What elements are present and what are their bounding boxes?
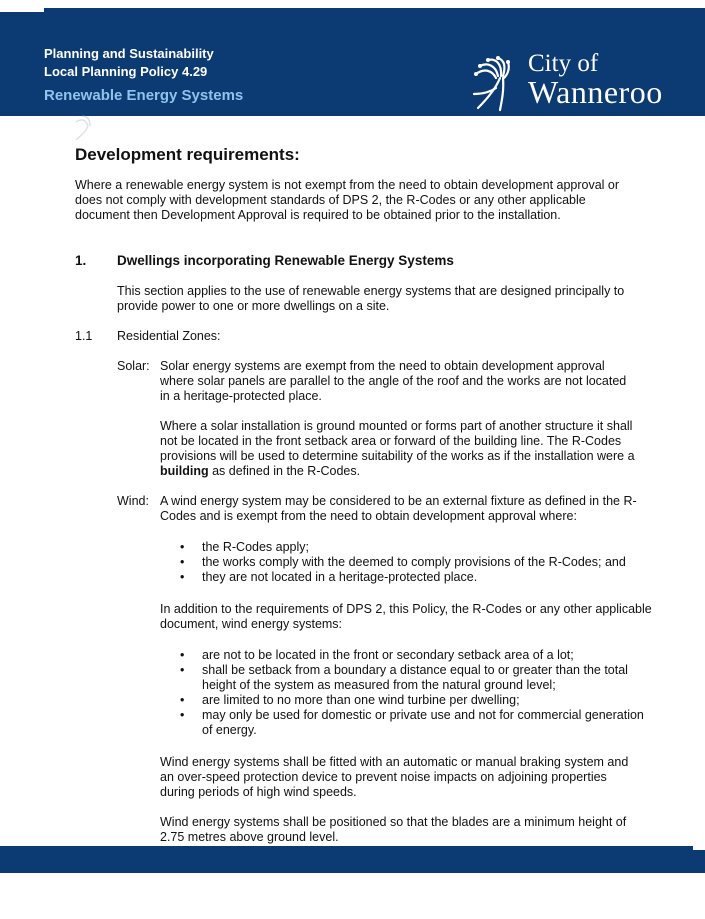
solar-line-last	[160, 464, 660, 479]
logo-city-of: City of	[528, 50, 599, 77]
section-intro-line: provide power to one or more dwellings on a site.	[117, 299, 390, 313]
list-item	[160, 693, 670, 708]
exemption-list	[160, 540, 670, 585]
list-line: • are limited to no more than one wind turbine per dwelling;	[202, 693, 520, 707]
wind-label: Wind:	[117, 494, 149, 508]
list-line: • are not to be located in the front or secondary setback area of a lot;	[202, 648, 574, 662]
wind-line: document, wind energy systems:	[160, 617, 343, 631]
header-notch	[0, 8, 44, 12]
solar-line: in a heritage-protected place.	[160, 389, 322, 403]
city-logo	[470, 50, 680, 114]
solar-line: Solar energy systems are exempt from the need to obtain development approval	[160, 359, 605, 373]
solar-label: Solar:	[117, 359, 150, 373]
solar-line: not be located in the front setback area or forward of the building line. The R-Codes	[160, 434, 622, 448]
list-item: • the works comply with the deemed to comply provisions of the R-Codes; and	[160, 555, 670, 570]
solar-tail: as defined in the R-Codes.	[208, 464, 361, 478]
solar-line: provisions will be used to determine suitability of the works as if the installation were a	[160, 449, 635, 463]
wind-line: during periods of high wind speeds.	[160, 785, 357, 799]
list-line: • shall be setback from a boundary a distance equal to or greater than the total	[202, 663, 628, 677]
watermark-paw-icon	[72, 112, 102, 142]
section-intro-line: This section applies to the use of renewable energy systems that are designed principally to	[117, 284, 625, 298]
intro-line: document then Development Approval is required to be obtained prior to the installation.	[75, 208, 561, 222]
footer-notch	[693, 846, 705, 850]
wind-line: A wind energy system may be considered to be an external fixture as defined in the R-	[160, 494, 637, 508]
wind-line: In addition to the requirements of DPS 2, this Policy, the R-Codes or any other applicable	[160, 602, 652, 616]
list-line: • may only be used for domestic or private use and not for commercial generation	[202, 708, 644, 722]
subsection-title: Residential Zones:	[117, 329, 221, 343]
page-footer-bar	[0, 846, 705, 873]
list-item	[160, 663, 670, 693]
wind-line: Wind energy systems shall be fitted with an automatic or manual braking system and	[160, 755, 629, 769]
wind-paragraph-1	[160, 494, 670, 524]
wind-line: Wind energy systems shall be positioned so that the blades are a minimum height of	[160, 815, 627, 829]
wind-line: 2.75 metres above ground level.	[160, 830, 339, 844]
wind-line: an over-speed protection device to prevent noise impacts on adjoining properties	[160, 770, 607, 784]
logo-wanneroo: Wanneroo	[528, 74, 663, 110]
section-intro	[117, 284, 657, 314]
faint-logo-watermark	[72, 112, 182, 142]
wind-line: Codes and is exempt from the need to obtain development approval where:	[160, 509, 577, 523]
page-heading: Development requirements:	[75, 145, 300, 164]
solar-paragraph-2	[160, 419, 660, 479]
list-item: • the R-Codes apply;	[160, 540, 670, 555]
intro-line: does not comply with development standards of DPS 2, the R-Codes or any other applicable	[75, 193, 586, 207]
wind-paragraph-4	[160, 815, 670, 845]
page-header	[0, 8, 705, 116]
wind-paragraph-3	[160, 755, 670, 800]
solar-line: where solar panels are parallel to the angle of the roof and the works are not located	[160, 374, 627, 388]
subsection-number: 1.1	[75, 329, 93, 343]
wind-paragraph-2	[160, 602, 670, 632]
policy-number: Local Planning Policy 4.29	[44, 64, 208, 79]
policy-title: Renewable Energy Systems	[44, 87, 244, 104]
kangaroo-paw-icon	[470, 54, 524, 112]
intro-line: Where a renewable energy system is not exempt from the need to obtain development approval or	[75, 178, 620, 192]
solar-line: Where a solar installation is ground mounted or forms part of another structure it shall	[160, 419, 633, 433]
list-item: • they are not located in a heritage-protected place.	[160, 570, 670, 585]
list-line: height of the system as measured from the natural ground level;	[202, 678, 556, 692]
section-number: 1.	[75, 253, 87, 268]
building-term: building	[160, 464, 209, 478]
requirement-list	[160, 648, 670, 738]
list-item	[160, 648, 670, 663]
department-name: Planning and Sustainability	[44, 46, 214, 61]
list-line: of energy.	[202, 723, 257, 737]
intro-paragraph	[75, 178, 645, 223]
solar-paragraph-1	[160, 359, 660, 404]
list-item	[160, 708, 670, 738]
section-title: Dwellings incorporating Renewable Energy Systems	[117, 253, 454, 268]
